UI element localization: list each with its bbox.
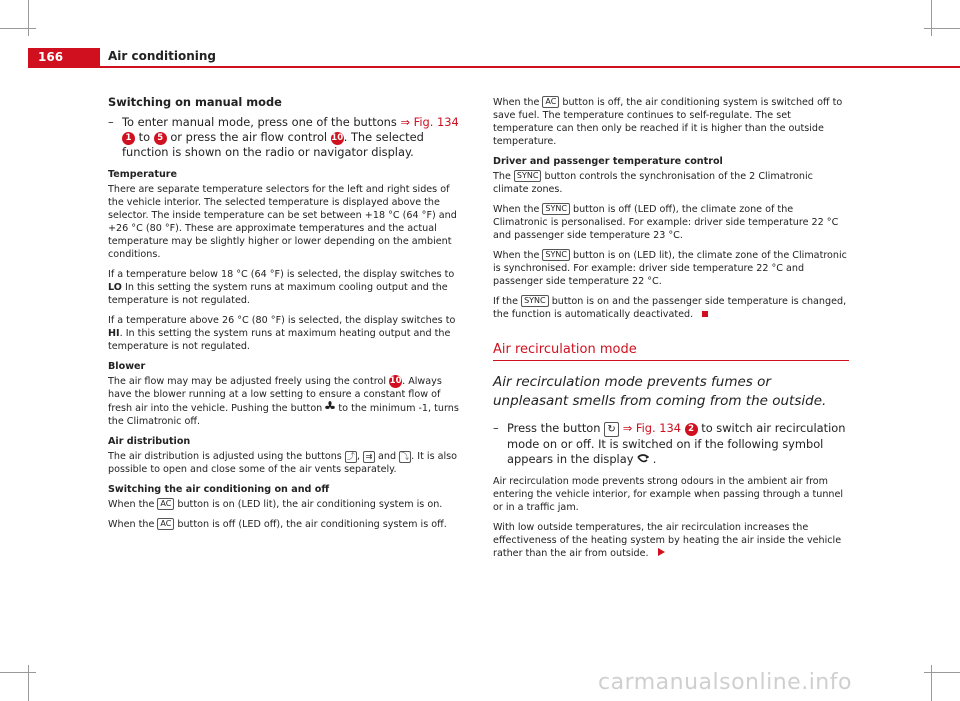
crop-mark [0, 28, 36, 29]
step-dash: – [493, 421, 499, 435]
text: button is off, the air conditioning system is switched off to save fuel. The temperature continues to self-regulate. The set temperature can then only be reached if it is higher than the outside temperature. [493, 97, 843, 147]
step-text: . [652, 452, 657, 466]
page-number: 166 [28, 48, 100, 66]
step-text: or press the air flow control [170, 130, 328, 144]
recirculation-symbol-icon [637, 452, 653, 466]
text: button controls the synchronisation of the 2 Climatronic climate zones. [493, 171, 813, 195]
sync-key: SYNC [542, 203, 570, 215]
text: button is on (LED lit), the air conditioning system is on. [177, 499, 443, 510]
text: In this setting the system runs at maximum heating output and the temperature is not regulated. [108, 328, 451, 352]
text: If a temperature below 18 °C (64 °F) is selected, the display switches to [108, 269, 455, 280]
manual-mode-step [108, 115, 464, 160]
text: button is on (LED lit), the climate zone of the Climatronic is synchronised. For example: driver side temperature 22 °C and passenger side temperature 22 °C. [493, 250, 847, 287]
fan-icon [325, 403, 338, 414]
sync-paragraph-2 [493, 203, 849, 242]
callout-2: 2 [685, 423, 698, 436]
text: If the [493, 296, 519, 307]
crop-mark [931, 0, 932, 36]
text: . Always have the blower running at a low setting to ensure a constant flow of fresh air into the vehicle. Pushing the button [108, 376, 442, 414]
hi-label: HI [108, 328, 120, 339]
recirculation-heading: Air recirculation mode [493, 343, 849, 361]
text: The [493, 171, 511, 182]
recirculation-lead: Air recirculation mode prevents fumes or unpleasant smells from coming from the outside. [493, 374, 827, 409]
text: With low outside temperatures, the air recirculation increases the effectiveness of the heating system by heating the air inside the vehicle rather than the air from outside. [493, 522, 842, 559]
text: The air flow may may be adjusted freely using the control [108, 376, 387, 387]
sync-title: Driver and passenger temperature control [493, 156, 723, 167]
blower-paragraph [108, 375, 464, 428]
recirculation-step [493, 421, 849, 467]
text: button is off (LED off), the air conditioning system is off. [177, 519, 447, 530]
temperature-lo-paragraph [108, 268, 464, 307]
sync-paragraph-3 [493, 249, 849, 288]
switching-title: Switching the air conditioning on and off [108, 484, 330, 495]
air-to-footwell-icon: ⤵ [401, 452, 410, 461]
watermark: carmanualsonline.info [598, 670, 852, 695]
crop-mark [0, 672, 36, 673]
recirculation-paragraph-1: Air recirculation mode prevents strong odours in the ambient air from entering the vehicle interior, for example when passing through a tunnel or in a traffic jam. [493, 476, 844, 513]
section-title: Air conditioning [108, 49, 216, 63]
lo-label: LO [108, 282, 122, 293]
callout-10: 10 [389, 376, 402, 386]
right-column [493, 96, 849, 567]
crop-mark [924, 672, 960, 673]
distribution-title: Air distribution [108, 436, 191, 447]
sync-paragraph-4 [493, 295, 849, 321]
step-text: Press the button [507, 421, 601, 435]
header-rule [28, 66, 960, 68]
temperature-hi-paragraph: If a temperature above 26 °C (80 °F) is selected, the display switches to HI. In this setting the system runs at maximum heating output and the temperature is not regulated. [108, 315, 456, 352]
text: When the [108, 499, 155, 510]
sync-key: SYNC [514, 170, 542, 182]
callout-5: 5 [154, 132, 167, 145]
callout-1: 1 [122, 132, 135, 145]
sync-key: SYNC [542, 249, 570, 261]
ac-key: AC [157, 518, 174, 530]
step-dash: – [108, 115, 114, 129]
text: The air distribution is adjusted using the buttons [108, 451, 342, 462]
figure-link[interactable]: ⇒ Fig. 134 [400, 115, 459, 129]
distribution-paragraph [108, 450, 464, 476]
step-text: . The selected function is shown on the radio or navigator display. [122, 130, 424, 159]
ac-key: AC [157, 498, 174, 510]
temperature-paragraph: There are separate temperature selectors for the left and right sides of the vehicle interior. The selected temperature is displayed above the selector. The inside temperature can be set between +18 °C (64 °F) and +26 °C (80 °F). These are approximate temperatures and the actual temperature may be slightly higher or lower depending on the ambient conditions. [108, 184, 457, 260]
recirculation-paragraph-2 [493, 521, 849, 560]
air-to-windscreen-icon: ⤴ [346, 452, 355, 461]
continue-arrow-icon [658, 548, 665, 556]
ac-key: AC [542, 96, 559, 108]
text: When the [493, 204, 540, 215]
step-text: to switch air recirculation mode on or off. It is switched on if the following symbol appears in the display [507, 421, 846, 466]
end-of-section-marker [702, 311, 708, 317]
ac-off-paragraph [108, 518, 464, 531]
air-to-body-icon: ⇉ [363, 451, 375, 463]
sync-paragraph-1 [493, 170, 849, 196]
text: to the minimum -1, turns the Climatronic off. [108, 403, 459, 427]
text: button is on and the passenger side temperature is changed, the function is automatically deactivated. [493, 296, 847, 320]
figure-link[interactable]: ⇒ Fig. 134 [622, 421, 681, 435]
text: , [356, 451, 360, 462]
step-text: to [138, 130, 151, 144]
step-text: To enter manual mode, press one of the buttons [122, 115, 397, 129]
recirculation-icon: ↻ [604, 422, 619, 437]
callout-10: 10 [331, 133, 344, 143]
sync-key: SYNC [521, 295, 549, 307]
ac-off-save-fuel-paragraph [493, 96, 849, 148]
left-column [108, 96, 464, 538]
manual-mode-heading: Switching on manual mode [108, 95, 282, 109]
text: When the [108, 519, 155, 530]
ac-on-paragraph [108, 498, 464, 511]
text: In this setting the system runs at maximum cooling output and the temperature is not regulated. [108, 282, 448, 306]
text: When the [493, 97, 540, 108]
crop-mark [28, 0, 29, 36]
crop-mark [924, 28, 960, 29]
crop-mark [931, 665, 932, 701]
text: If a temperature above 26 °C (80 °F) is selected, the display switches to [108, 315, 456, 326]
text: button is off (LED off), the climate zone of the Climatronic is personalised. For example: driver side temperature 22 °C and passenger side temperature 23 °C. [493, 204, 839, 241]
text: and [378, 451, 397, 462]
text: When the [493, 250, 540, 261]
temperature-title: Temperature [108, 169, 178, 180]
crop-mark [28, 665, 29, 701]
text: . It is also possible to open and close some of the air vents separately. [108, 451, 458, 475]
blower-title: Blower [108, 361, 146, 372]
